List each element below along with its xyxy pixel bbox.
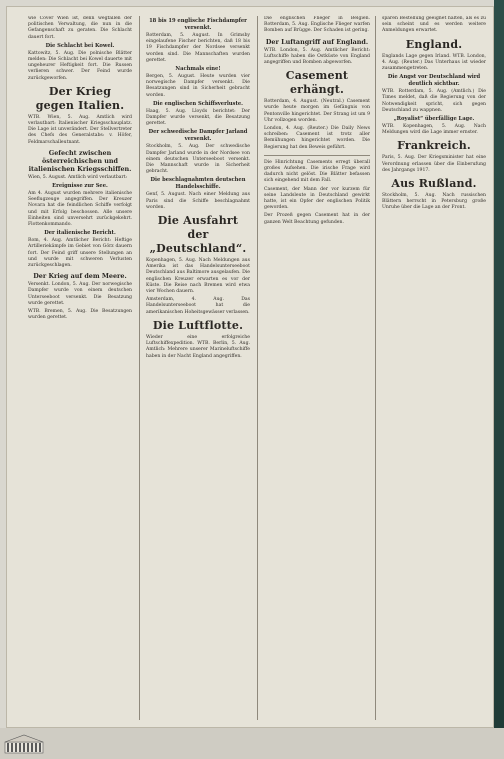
article-headline: Die beschlagnahmten deutschen Handelsschiffe. [150,177,246,191]
article-paragraph: Kopenhagen, 5. Aug. Nach Meldungen aus Amerika ist das Handelsunterseeboot Deutschland aus Baltimore ausgelaufen. Die englischen Kreuzer erwarten es vor der Küste. Die Reise nach Bremen wird etwa vier Wochen dauern. [146,258,250,295]
article-paragraph: Kattowitz, 5. Aug. Die polnische Blätter melden: Die Schlacht bei Kowel dauerte mit ungeheurer Heftigkeit fort. Die Russen verlieren schwer. Der Feind wurde zurückgeworfen. [28,50,132,81]
article-headline: Casement erhängt. [285,69,349,97]
article-paragraph: Englands Lage gegen Irland. WTB. London, 4. Aug. (Reuter.) Das Unterhaus ist wieder zusammengetreten. [382,53,486,72]
article-paragraph: WTB. Wien, 5. Aug. Amtlich wird verlautbart: Italienischer Kriegsschauplatz. Die Lage ist unverändert. Der Stellvertreter des Chefs des Generalstabs: v. Höfer, Feldmarschalleutnant. [28,114,132,145]
article-paragraph: Die englischen Flieger in Belgien. Rotterdam, 5. Aug. Englische Flieger warfen Bomben auf Brügge. Der Schaden ist gering. [264,16,370,34]
article-headline: Aus Rußland. [391,177,477,191]
article-headline: Die Ausfahrt der „Deutschland“. [149,214,247,256]
article-headline: Die Schlacht bei Kowel. [45,42,115,49]
article-paragraph: wie Cover Wien ist, denn wegfallen der politischen Verwaltung, die nun in die Gefangenschaft zu geraten. Die Schlacht dauert fort. [28,16,132,40]
article-paragraph: Die Hinrichtung Casements erregt überall großes Aufsehen. Die irische Frage wird dadurch nicht gelöst. Die Blätter befassen sich eingehend mit dem Fall. [264,159,370,184]
article-paragraph: WTB. Bremen, 5. Aug. Die Besatzungen wurden gerettet. [28,309,132,321]
column-rule [139,16,140,720]
article-paragraph: Stockholm, 5. Aug. Nach russischen Blättern herrscht in Petersburg große Unruhe über die Lage an der Front. [382,193,486,211]
article-headline: 18 bis 19 englische Fischdampfer versenkt. [149,18,247,31]
article-paragraph: WTB. Rotterdam, 5. Aug. (Amtlich.) Die Times meldet, daß die Regierung von der Notwendigkeit spricht, sich gegen Deutschland zu wappnen. [382,89,486,113]
column-2 [146,16,250,720]
article-headline: Der Luftangriff auf England. [265,37,369,46]
article-headline: Die englischen Schiffsverluste. [153,100,243,107]
article-paragraph: Rom, 4. Aug. Amtlicher Bericht: Heftige Artilleriekämpfe im Gebiet von Görz dauern fort. Der Feind griff unsere Stellungen an und wurde mit schweren Verlusten zurückgeschlagen. [28,238,132,269]
article-paragraph: Wieder eine erfolgreiche Luftschiffexpedition. WTB. Berlin, 5. Aug. Amtlich: Mehrere unserer Marineluftschiffe haben in der Nacht England angegriffen. [146,334,250,359]
article-headline: Ereignisse zur See. [52,183,108,190]
article-paragraph: Haag, 5. Aug. Lloyds berichtet: Der Dampfer wurde versenkt, die Besatzung gerettet. [146,108,250,127]
article-paragraph: Wien, 5. August. Amtlich wird verlautbart: [28,174,128,180]
binding-edge [494,0,504,759]
article-paragraph: Stockholm, 5. Aug. Der schwedische Dampfer Jarland wurde in der Nordsee von einem deutschen Unterseeboot versenkt. Die Mannschaft wurde in Sicherheit gebracht. [146,144,250,175]
article-paragraph: London, 4. Aug. (Reuter.) Die Daily News schreiben: Casement ist trotz aller Bemühungen hingerichtet worden. Die Regierung hat den Beweis geführt. [264,126,370,150]
article-paragraph: Am 4. August wurden mehrere italienische Seeflugzeuge angegriffen. Der Kreuzer Novara hat die feindlichen Schiffe verfolgt und mit Erfolg beschossen. Alle unsere Einheiten sind unversehrt zurückgekehrt. Flottenkommando. [28,191,132,228]
column-3 [264,16,370,720]
article-headline: „Royalist“ überfällige Lage. [393,116,475,123]
article-headline: Gefecht zwischen österreichischen und italienischen Kriegsschiffen. [28,148,132,173]
article-paragraph: Amsterdam, 4. Aug. Das Handelsunterseeboot hat die amerikanischen Hoheitsgewässer verlassen. [146,297,250,315]
column-4 [382,16,486,720]
article-headline: Nachmals eine! [175,66,221,73]
library-logo-icon [4,734,44,754]
article-paragraph: WTB. London, 5. Aug. Amtlicher Bericht: Luftschiffe haben die Ostküste von England angegriffen und Bomben abgeworfen. [264,47,370,66]
article-paragraph: WTB. Kopenhagen, 5. Aug. Nach Meldungen wird die Lage immer ernster. [382,124,486,136]
article-headline: Frankreich. [397,139,471,153]
article-headline: Die Angst vor Deutschland wird deutlich sichtbar. [387,74,481,88]
column-rule [257,16,258,720]
article-headline: Der Krieg gegen Italien. [35,84,125,112]
article-headline: Der italienische Bericht. [44,230,116,237]
article-paragraph: Rotterdam, 4. August. (Neutral.) Casement wurde heute morgen im Gefängnis von Pentonville hingerichtet. Der Strang ist um 9 Uhr vollzogen worden. [264,99,370,123]
article-paragraph: Rotterdam, 5. August. In Grimsby eingelaufene Fischer berichten, daß 18 bis 19 Fischdampfer der Nordsee versenkt worden sind. Die Mannschaften wurden gerettet. [146,33,250,63]
article-headline: England. [405,37,463,51]
article-paragraph: Casement, der Mann der vor kurzem für seine Landsleute in Deutschland gewirkt hatte, ist ein Opfer der englischen Politik geworden. [264,186,370,211]
article-paragraph: Bergen, 5. August. Heute wurden vier norwegische Dampfer versenkt. Die Besatzungen sind in Sicherheit gebracht worden. [146,74,250,98]
article-headline: Der schwedische Dampfer Jarland versenkt. [148,129,248,143]
article-headline: Der Krieg auf dem Meere. [33,272,127,281]
column-1 [28,16,132,720]
article-paragraph: Paris, 5. Aug. Der Kriegsminister hat eine Verordnung erlassen über die Einberufung des Jahrgangs 1917. [382,155,486,173]
scan-footer [0,728,504,759]
article-headline: Die Luftflotte. [152,318,244,332]
article-paragraph: Versenkt. London, 5. Aug. Der norwegische Dampfer wurde von einem deutschen Unterseeboot versenkt. Die Besatzung wurde gerettet. [28,282,132,306]
article-paragraph: Genf, 5. August. Nach einer Meldung aus Paris sind die Schiffe beschlagnahmt worden. [146,192,250,210]
newspaper-page [6,6,494,728]
column-rule [375,16,376,720]
article-paragraph: Der Prozeß gegen Casement hat in der ganzen Welt Beachtung gefunden. [264,213,370,225]
article-separator [264,155,370,156]
article-paragraph: sparen Bestellung geeignet halten, als es zu sein scheint und es werden weitere Anmeldungen erwartet. [382,16,486,34]
